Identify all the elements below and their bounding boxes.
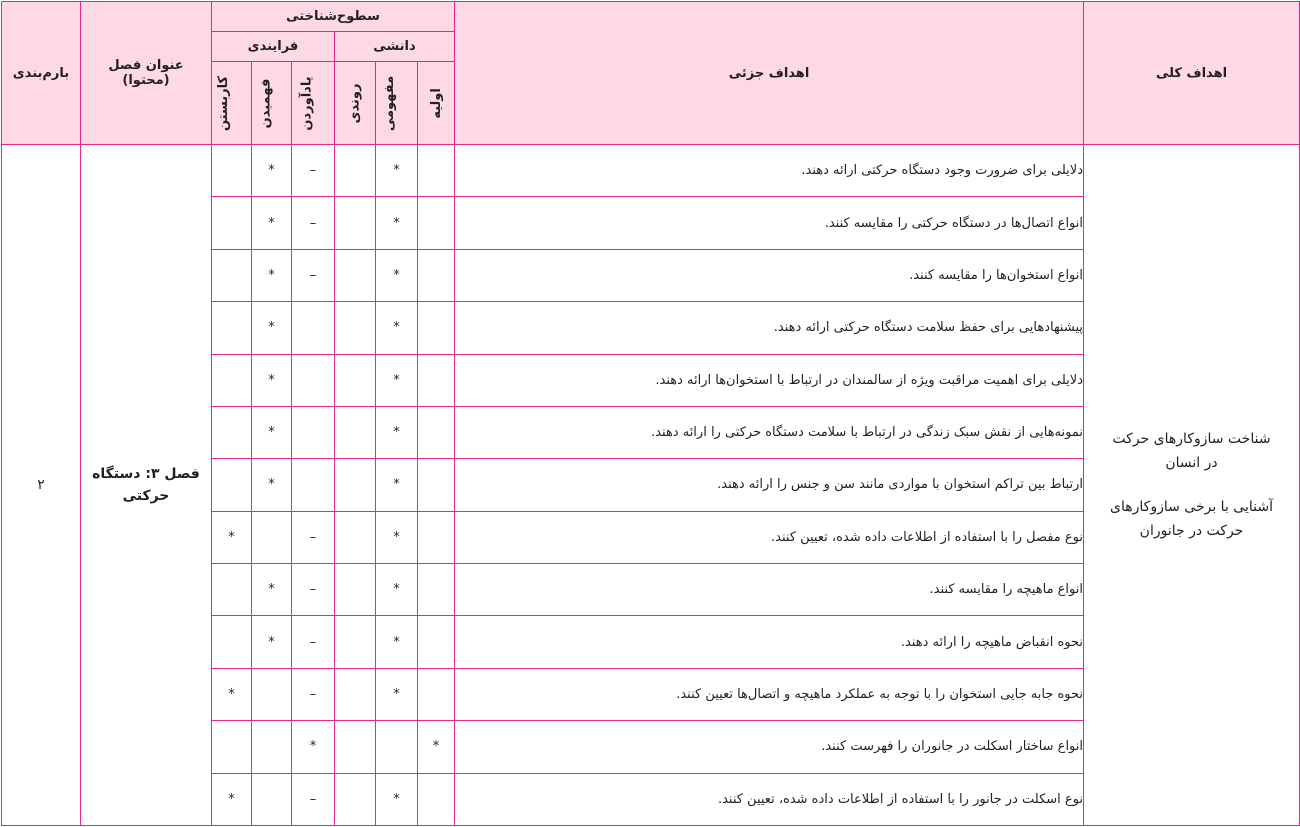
level-initial-cell <box>418 459 455 511</box>
level-recall-cell <box>292 302 335 354</box>
sub-goal-cell: دلایلی برای اهمیت مراقبت ویژه از سالمندان در ارتباط با استخوان‌ها ارائه دهند. <box>455 354 1084 406</box>
level-conceptual-cell: * <box>376 564 418 616</box>
level-applying-cell: * <box>212 668 252 720</box>
level-conceptual-cell: * <box>376 145 418 197</box>
level-applying-cell <box>212 721 252 773</box>
initial-header <box>418 62 455 145</box>
level-initial-cell <box>418 145 455 197</box>
applying-header-label: کاربستن <box>215 75 231 131</box>
chapter-title-header-line1: عنوان فصل <box>108 58 184 73</box>
initial-header-label: اولیه <box>428 87 444 119</box>
level-procedural-cell <box>335 773 376 826</box>
level-conceptual-cell: * <box>376 616 418 668</box>
level-understanding-cell: * <box>252 197 292 249</box>
level-procedural-cell <box>335 354 376 406</box>
level-recall-cell: – <box>292 564 335 616</box>
knowledge-header: دانشی <box>335 32 455 62</box>
level-conceptual-cell: * <box>376 668 418 720</box>
sub-goal-cell: انواع اتصال‌ها در دستگاه حرکتی را مقایسه کنند. <box>455 197 1084 249</box>
level-procedural-cell <box>335 564 376 616</box>
procedural-header <box>335 62 376 145</box>
level-procedural-cell <box>335 302 376 354</box>
level-understanding-cell <box>252 773 292 826</box>
chapter-title-header <box>81 2 212 145</box>
level-applying-cell <box>212 302 252 354</box>
understanding-header-label: فهمیدن <box>258 78 274 128</box>
level-understanding-cell <box>252 668 292 720</box>
general-goal-line: شناخت سازوکارهای حرکت <box>1112 431 1271 447</box>
level-procedural-cell <box>335 249 376 301</box>
level-understanding-cell: * <box>252 354 292 406</box>
level-recall-cell: – <box>292 773 335 826</box>
level-applying-cell <box>212 249 252 301</box>
level-understanding-cell: * <box>252 459 292 511</box>
level-understanding-cell: * <box>252 249 292 301</box>
level-applying-cell <box>212 616 252 668</box>
level-recall-cell: – <box>292 197 335 249</box>
level-understanding-cell: * <box>252 616 292 668</box>
level-initial-cell: * <box>418 721 455 773</box>
level-conceptual-cell: * <box>376 197 418 249</box>
level-recall-cell: * <box>292 721 335 773</box>
level-applying-cell <box>212 406 252 458</box>
level-understanding-cell <box>252 511 292 563</box>
level-conceptual-cell: * <box>376 302 418 354</box>
level-initial-cell <box>418 773 455 826</box>
level-recall-cell: – <box>292 668 335 720</box>
level-recall-cell <box>292 354 335 406</box>
sub-goal-cell: نحوه جابه جایی استخوان را با توجه به عملکرد ماهیچه و اتصال‌ها تعیین کنند. <box>455 668 1084 720</box>
sub-goal-cell: ارتباط بین تراکم استخوان با مواردی مانند سن و جنس را ارائه دهند. <box>455 459 1084 511</box>
sub-goal-cell: انواع ماهیچه را مقایسه کنند. <box>455 564 1084 616</box>
level-conceptual-cell: * <box>376 511 418 563</box>
level-initial-cell <box>418 197 455 249</box>
level-procedural-cell <box>335 459 376 511</box>
level-applying-cell <box>212 354 252 406</box>
level-understanding-cell: * <box>252 302 292 354</box>
general-goal-line: آشنایی با برخی سازوکارهای <box>1110 499 1273 515</box>
level-conceptual-cell: * <box>376 354 418 406</box>
level-initial-cell <box>418 511 455 563</box>
score-cell: ۲ <box>2 145 81 826</box>
sub-goal-cell: نوع مفصل را با استفاده از اطلاعات داده شده، تعیین کنند. <box>455 511 1084 563</box>
general-goal-line: در انسان <box>1165 455 1218 471</box>
table-header <box>2 2 1300 145</box>
level-procedural-cell <box>335 668 376 720</box>
scoring-header: بارم‌بندی <box>2 2 81 145</box>
level-applying-cell: * <box>212 773 252 826</box>
level-initial-cell <box>418 354 455 406</box>
level-recall-cell <box>292 406 335 458</box>
process-header: فرایندی <box>212 32 335 62</box>
level-procedural-cell <box>335 406 376 458</box>
sub-goals-header: اهداف جزئی <box>455 2 1084 145</box>
level-recall-cell: – <box>292 145 335 197</box>
chapter-title-header-line2: (محتوا) <box>122 73 170 88</box>
level-applying-cell: * <box>212 511 252 563</box>
sub-goal-cell: انواع ساختار اسکلت در جانوران را فهرست کنند. <box>455 721 1084 773</box>
level-applying-cell <box>212 145 252 197</box>
level-initial-cell <box>418 668 455 720</box>
level-procedural-cell <box>335 145 376 197</box>
chapter-title-line: حرکتی <box>122 488 170 504</box>
level-initial-cell <box>418 249 455 301</box>
recall-header-label: یادآوردن <box>299 75 315 131</box>
objectives-table <box>1 1 1300 826</box>
sub-goal-cell: نحوه انقباض ماهیچه را ارائه دهند. <box>455 616 1084 668</box>
table-row <box>2 145 1300 197</box>
level-applying-cell <box>212 459 252 511</box>
level-initial-cell <box>418 302 455 354</box>
level-procedural-cell <box>335 511 376 563</box>
recall-header <box>292 62 335 145</box>
level-recall-cell: – <box>292 616 335 668</box>
level-recall-cell: – <box>292 249 335 301</box>
level-understanding-cell: * <box>252 145 292 197</box>
level-understanding-cell: * <box>252 406 292 458</box>
level-conceptual-cell: * <box>376 406 418 458</box>
level-recall-cell: – <box>292 511 335 563</box>
level-initial-cell <box>418 616 455 668</box>
level-applying-cell <box>212 564 252 616</box>
level-recall-cell <box>292 459 335 511</box>
level-procedural-cell <box>335 616 376 668</box>
conceptual-header <box>376 62 418 145</box>
level-procedural-cell <box>335 721 376 773</box>
level-conceptual-cell: * <box>376 459 418 511</box>
general-goals-header: اهداف کلی <box>1084 2 1300 145</box>
level-applying-cell <box>212 197 252 249</box>
conceptual-header-label: مفهومی <box>381 75 397 131</box>
general-goals-cell <box>1084 145 1300 826</box>
sub-goal-cell: دلایلی برای ضرورت وجود دستگاه حرکتی ارائه دهند. <box>455 145 1084 197</box>
procedural-header-label: روندی <box>347 83 363 123</box>
general-goal-line: حرکت در جانوران <box>1139 523 1244 539</box>
sub-goal-cell: پیشنهادهایی برای حفظ سلامت دستگاه حرکتی ارائه دهند. <box>455 302 1084 354</box>
sub-goal-cell: نمونه‌هایی از نقش سبک زندگی در ارتباط با سلامت دستگاه حرکتی را ارائه دهند. <box>455 406 1084 458</box>
level-procedural-cell <box>335 197 376 249</box>
level-understanding-cell: * <box>252 564 292 616</box>
level-conceptual-cell: * <box>376 249 418 301</box>
sub-goal-cell: انواع استخوان‌ها را مقایسه کنند. <box>455 249 1084 301</box>
chapter-title-cell <box>81 145 212 826</box>
table-body <box>2 145 1300 826</box>
level-conceptual-cell: * <box>376 773 418 826</box>
chapter-title-line: فصل ۳: دستگاه <box>92 466 200 482</box>
level-understanding-cell <box>252 721 292 773</box>
sub-goal-cell: نوع اسکلت در جانور را با استفاده از اطلاعات داده شده، تعیین کنند. <box>455 773 1084 826</box>
level-conceptual-cell <box>376 721 418 773</box>
level-initial-cell <box>418 564 455 616</box>
level-initial-cell <box>418 406 455 458</box>
cognitive-levels-header: سطوح‌شناختی <box>212 2 455 32</box>
